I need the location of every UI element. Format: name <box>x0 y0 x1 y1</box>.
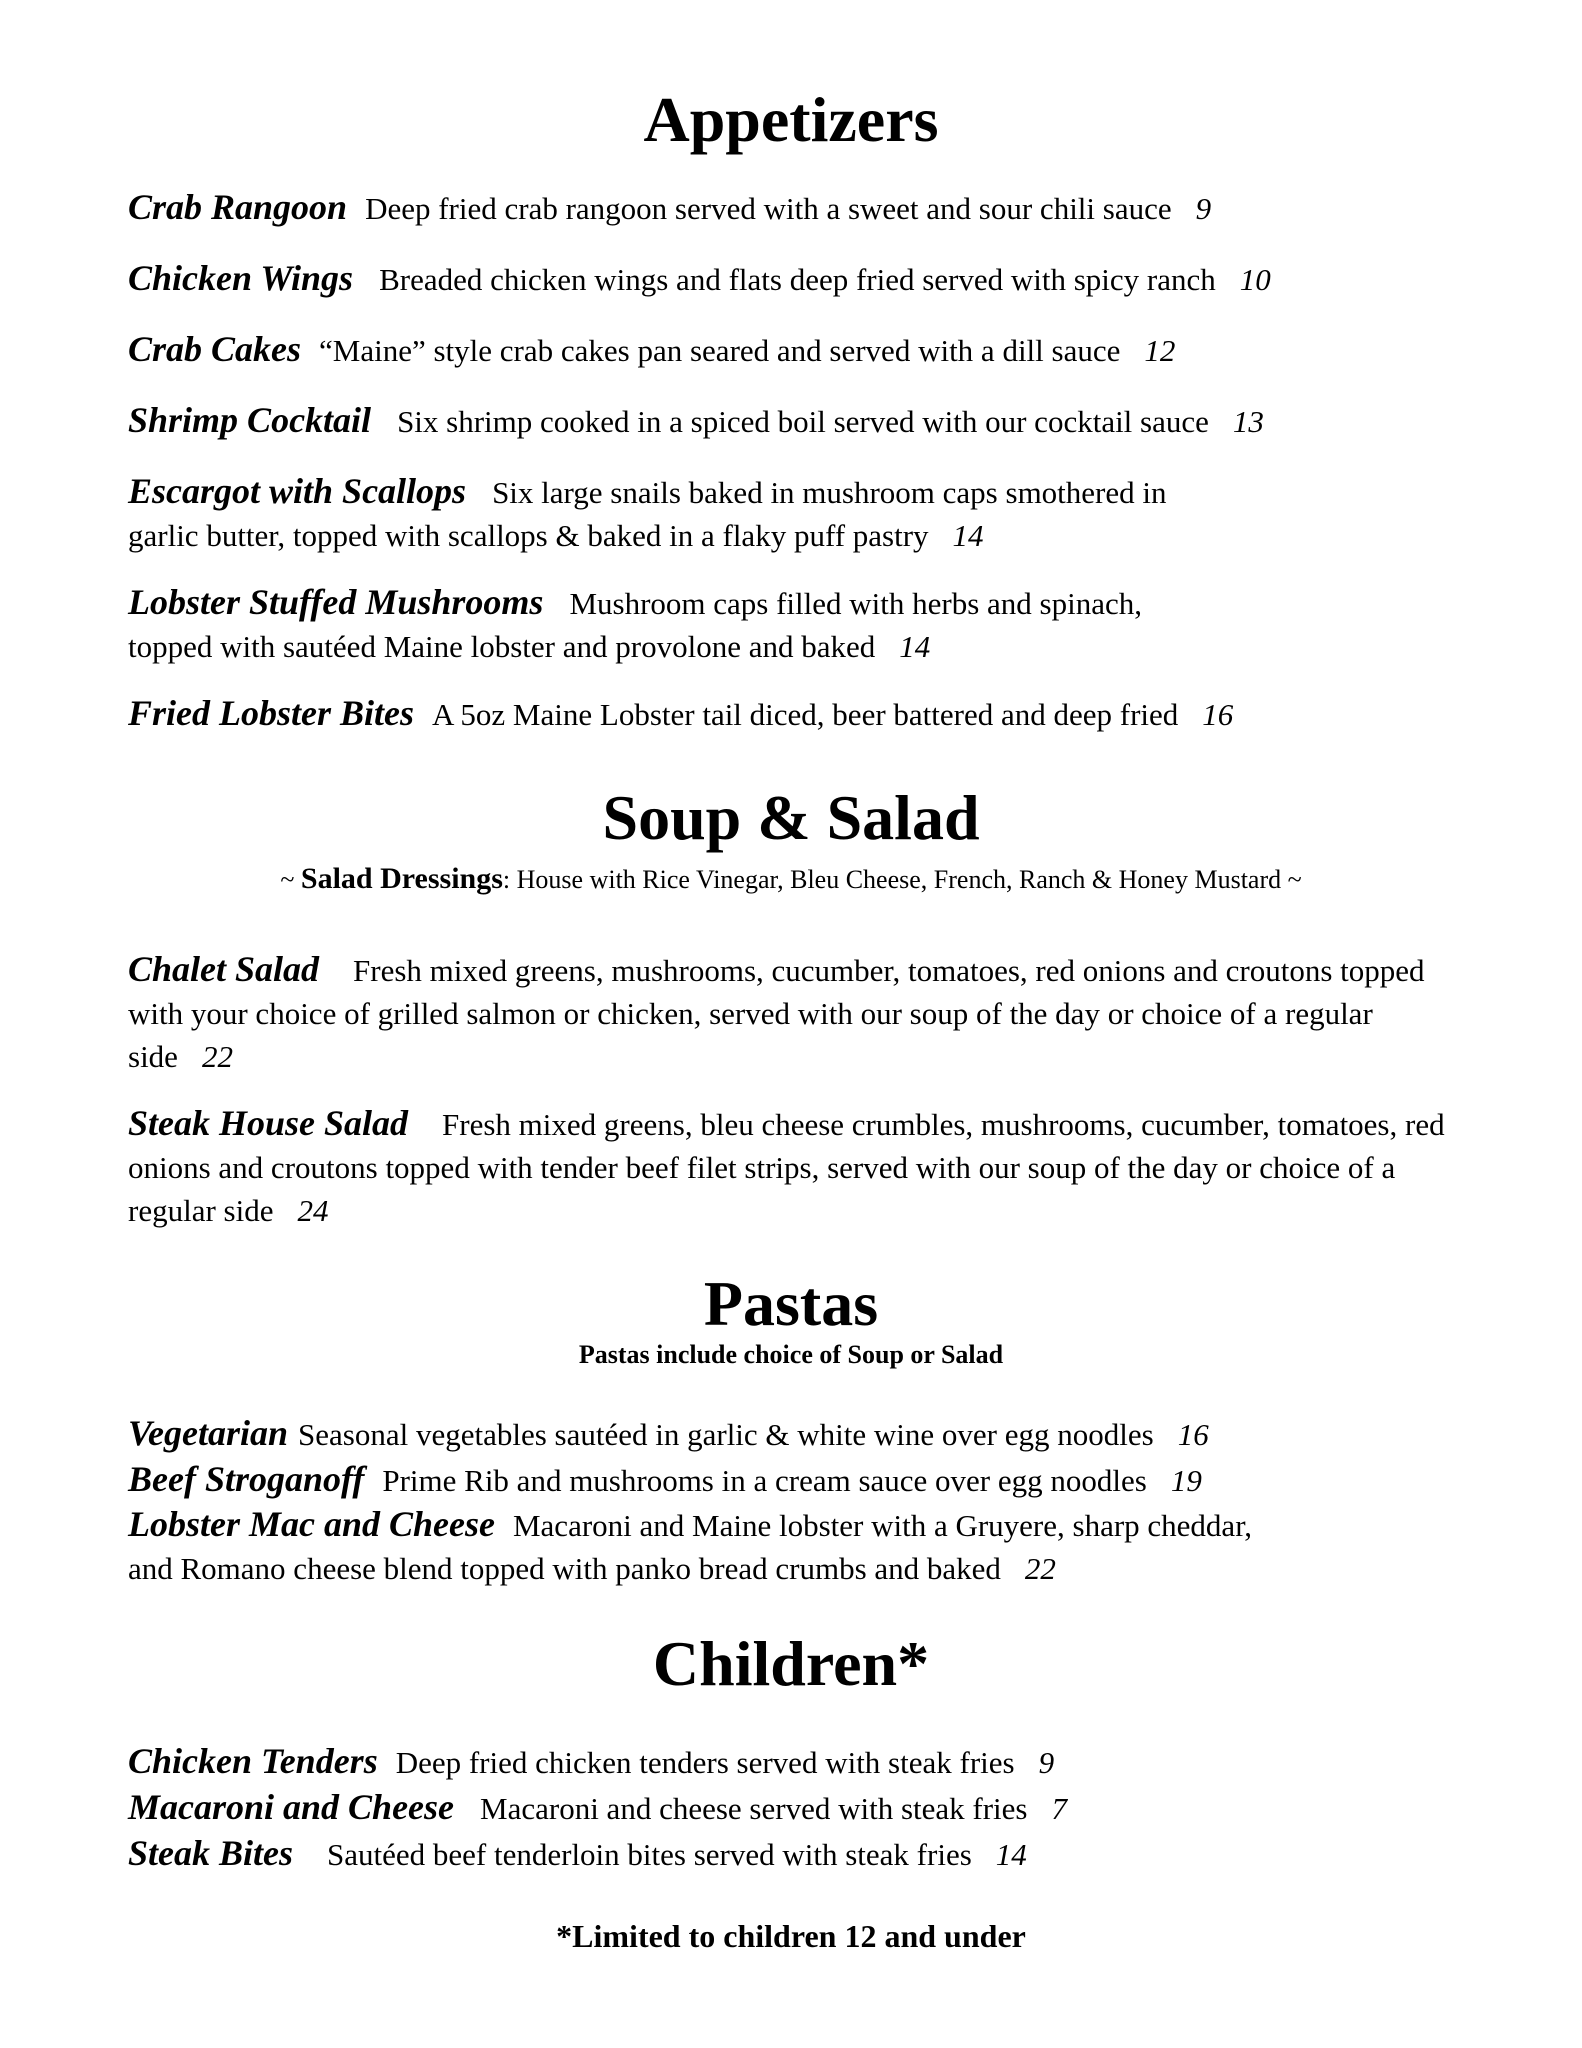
item-price: 9 <box>1195 191 1212 226</box>
dressings-colon: : <box>502 865 511 894</box>
item-name: Shrimp Cocktail <box>128 400 372 440</box>
item-price: 7 <box>1051 1791 1067 1826</box>
menu-item-macaroni-and-cheese <box>128 1786 1468 1830</box>
item-description: Fresh mixed greens, mushrooms, cucumber, tomatoes, red onions and croutons topped with your choice of grilled salmon or chicken, served with our soup of the day or choice of a regular side <box>128 953 1425 1074</box>
menu-item-shrimp-cocktail <box>128 399 1468 443</box>
item-name: Crab Rangoon <box>128 187 348 227</box>
menu-item-steak-house-salad <box>128 1102 1468 1232</box>
item-name: Lobster Stuffed Mushrooms <box>128 582 544 622</box>
item-description-line2: garlic butter, topped with scallops & baked in a flaky puff pastry <box>128 518 929 553</box>
item-price: 13 <box>1232 404 1264 439</box>
item-name: Vegetarian <box>128 1413 289 1453</box>
menu-item-fried-lobster-bites <box>128 692 1468 736</box>
dressings-list: House with Rice Vinegar, Bleu Cheese, French, Ranch & Honey Mustard ~ <box>516 865 1302 894</box>
item-name: Fried Lobster Bites <box>128 693 414 733</box>
soup-salad-heading: Soup & Salad <box>602 782 980 853</box>
menu-item-beef-stroganoff <box>128 1458 1468 1502</box>
item-price: 14 <box>995 1837 1027 1872</box>
dressings-prefix: ~ <box>280 865 295 894</box>
item-price: 9 <box>1038 1745 1055 1780</box>
item-description: Sautéed beef tenderloin bites served with steak fries <box>327 1837 972 1872</box>
item-description: Seasonal vegetables sautéed in garlic & white wine over egg noodles <box>298 1417 1154 1452</box>
item-name: Steak House Salad <box>128 1103 409 1143</box>
item-price: 16 <box>1177 1417 1209 1452</box>
item-name: Chalet Salad <box>128 949 320 989</box>
item-name: Beef Stroganoff <box>128 1459 365 1499</box>
item-price: 22 <box>201 1039 233 1074</box>
item-price: 12 <box>1144 333 1176 368</box>
item-description-line2: topped with sautéed Maine lobster and provolone and baked <box>128 629 876 664</box>
item-description: Deep fried chicken tenders served with steak fries <box>395 1745 1015 1780</box>
children-footnote: *Limited to children 12 and under <box>556 1918 1026 1954</box>
item-price: 19 <box>1170 1463 1202 1498</box>
menu-item-lobster-stuffed-mushrooms <box>128 581 1468 668</box>
item-description: Six shrimp cooked in a spiced boil served with our cocktail sauce <box>397 404 1209 439</box>
item-description: Deep fried crab rangoon served with a sweet and sour chili sauce <box>365 191 1172 226</box>
menu-item-crab-cakes <box>128 328 1468 372</box>
item-description: Prime Rib and mushrooms in a cream sauce over egg noodles <box>382 1463 1147 1498</box>
item-name: Chicken Wings <box>128 258 354 298</box>
item-price: 14 <box>952 518 984 553</box>
pastas-note: Pastas include choice of Soup or Salad <box>578 1340 1004 1369</box>
menu-item-chicken-tenders <box>128 1740 1468 1784</box>
menu-item-vegetarian <box>128 1412 1468 1456</box>
item-description: Mushroom caps filled with herbs and spinach, <box>569 586 1142 621</box>
dressings-label: Salad Dressings <box>300 862 503 895</box>
item-description: Breaded chicken wings and flats deep fried served with spicy ranch <box>379 262 1216 297</box>
item-description: A 5oz Maine Lobster tail diced, beer battered and deep fried <box>432 697 1179 732</box>
item-name: Lobster Mac and Cheese <box>128 1504 495 1544</box>
menu-item-escargot-with-scallops <box>128 470 1468 557</box>
item-price: 10 <box>1239 262 1271 297</box>
item-price: 24 <box>297 1193 329 1228</box>
item-price: 22 <box>1024 1551 1056 1586</box>
children-heading: Children* <box>652 1628 930 1699</box>
item-description: Macaroni and cheese served with steak fries <box>480 1791 1028 1826</box>
pastas-heading: Pastas <box>703 1268 879 1339</box>
menu-item-steak-bites <box>128 1832 1468 1876</box>
item-description: “Maine” style crab cakes pan seared and served with a dill sauce <box>319 333 1121 368</box>
item-description: Fresh mixed greens, bleu cheese crumbles, mushrooms, cucumber, tomatoes, red onions and croutons topped with tender beef filet strips, served with our soup of the day or choice of a regular side <box>128 1107 1445 1228</box>
item-description: Six large snails baked in mushroom caps smothered in <box>492 475 1167 510</box>
item-price: 14 <box>899 629 931 664</box>
menu-item-chicken-wings <box>128 257 1468 301</box>
item-name: Chicken Tenders <box>128 1741 378 1781</box>
item-name: Crab Cakes <box>128 329 302 369</box>
menu-item-lobster-mac-and-cheese <box>128 1503 1468 1590</box>
appetizers-heading: Appetizers <box>643 84 939 155</box>
item-name: Escargot with Scallops <box>128 471 467 511</box>
item-name: Steak Bites <box>128 1833 294 1873</box>
item-description: Macaroni and Maine lobster with a Gruyere, sharp cheddar, <box>512 1508 1253 1543</box>
salad-dressings-note <box>0 862 1582 895</box>
item-price: 16 <box>1202 697 1234 732</box>
item-name: Macaroni and Cheese <box>128 1787 455 1827</box>
menu-item-chalet-salad <box>128 948 1468 1078</box>
item-description-line2: and Romano cheese blend topped with panko bread crumbs and baked <box>128 1551 1001 1586</box>
menu-item-crab-rangoon <box>128 186 1468 230</box>
